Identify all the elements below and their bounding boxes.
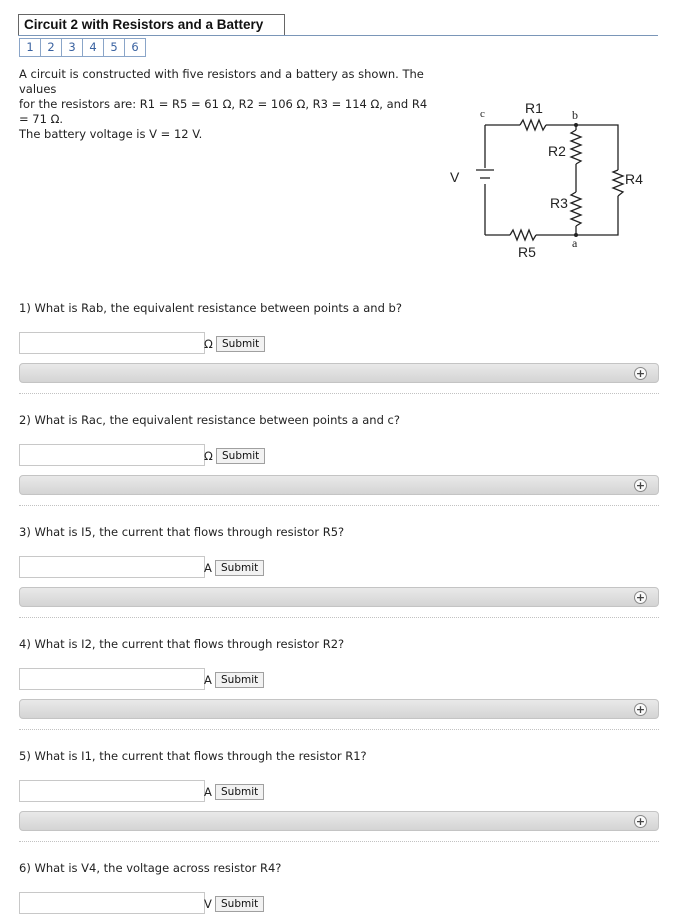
wire-bottom-right <box>536 196 618 235</box>
plus-circle-icon[interactable]: + <box>635 479 646 492</box>
page-tab-1[interactable]: 1 <box>19 38 41 57</box>
resistor-r5 <box>510 230 536 240</box>
page-title: Circuit 2 with Resistors and a Battery <box>18 14 285 36</box>
question-text: What is I1, the current that flows through the resistor R1? <box>34 749 367 763</box>
battery-label: V <box>450 169 460 185</box>
answer-input-4[interactable] <box>19 668 205 690</box>
hint-bar-4[interactable] <box>19 699 659 719</box>
intro-line-3: The battery voltage is V = 12 V. <box>19 127 203 141</box>
question-6 <box>19 861 281 875</box>
r3-label: R3 <box>550 195 568 211</box>
question-number: 5) <box>19 749 31 763</box>
answer-input-5[interactable] <box>19 780 205 802</box>
page-tabs <box>19 38 145 57</box>
r4-label: R4 <box>625 171 643 187</box>
circuit-diagram <box>440 92 655 267</box>
question-divider <box>19 841 659 842</box>
plus-circle-icon[interactable]: + <box>635 703 646 716</box>
question-text: What is I5, the current that flows through resistor R5? <box>34 525 345 539</box>
answer-input-1[interactable] <box>19 332 205 354</box>
node-b <box>574 123 578 127</box>
resistor-r3 <box>571 192 581 226</box>
problem-statement <box>19 67 439 142</box>
submit-button-1[interactable]: Submit <box>216 336 265 352</box>
submit-button-3[interactable]: Submit <box>215 560 264 576</box>
page-tab-5[interactable]: 5 <box>103 38 125 57</box>
plus-circle-icon[interactable]: + <box>635 591 646 604</box>
submit-button-4[interactable]: Submit <box>215 672 264 688</box>
node-c-label: c <box>480 108 485 120</box>
plus-circle-icon[interactable]: + <box>635 815 646 828</box>
question-divider <box>19 617 659 618</box>
question-text: What is Rac, the equivalent resistance between points a and c? <box>34 413 400 427</box>
question-divider <box>19 729 659 730</box>
question-text: What is I2, the current that flows through resistor R2? <box>34 637 345 651</box>
question-divider <box>19 393 659 394</box>
page-tab-3[interactable]: 3 <box>61 38 83 57</box>
answer-input-6[interactable] <box>19 892 205 914</box>
question-text: What is V4, the voltage across resistor R4? <box>34 861 282 875</box>
question-5 <box>19 749 367 763</box>
hint-bar-1[interactable] <box>19 363 659 383</box>
intro-line-1: A circuit is constructed with five resistors and a battery as shown. The values <box>19 67 424 96</box>
hint-bar-2[interactable] <box>19 475 659 495</box>
answer-input-2[interactable] <box>19 444 205 466</box>
r5-label: R5 <box>518 244 536 260</box>
resistor-r4 <box>613 170 623 196</box>
question-number: 1) <box>19 301 31 315</box>
submit-button-5[interactable]: Submit <box>215 784 264 800</box>
unit-label-2: Ω <box>204 449 213 463</box>
hint-bar-3[interactable] <box>19 587 659 607</box>
resistor-r2 <box>571 130 581 164</box>
r2-label: R2 <box>548 143 566 159</box>
unit-label-1: Ω <box>204 337 213 351</box>
page-tab-2[interactable]: 2 <box>40 38 62 57</box>
question-number: 2) <box>19 413 31 427</box>
question-number: 4) <box>19 637 31 651</box>
question-2 <box>19 413 400 427</box>
question-divider <box>19 505 659 506</box>
question-1 <box>19 301 402 315</box>
question-text: What is Rab, the equivalent resistance between points a and b? <box>34 301 402 315</box>
node-a-label: a <box>572 236 578 250</box>
unit-label-4: A <box>204 673 212 687</box>
question-number: 3) <box>19 525 31 539</box>
unit-label-3: A <box>204 561 212 575</box>
page-tab-4[interactable]: 4 <box>82 38 104 57</box>
unit-label-5: A <box>204 785 212 799</box>
question-4 <box>19 637 344 651</box>
node-b-label: b <box>572 108 578 122</box>
title-divider <box>18 35 658 36</box>
page-tab-6[interactable]: 6 <box>124 38 146 57</box>
submit-button-6[interactable]: Submit <box>215 896 264 912</box>
plus-circle-icon[interactable]: + <box>635 367 646 380</box>
unit-label-6: V <box>204 897 212 911</box>
r1-label: R1 <box>525 100 543 116</box>
submit-button-2[interactable]: Submit <box>216 448 265 464</box>
resistor-r1 <box>520 120 546 130</box>
intro-line-2: for the resistors are: R1 = R5 = 61 Ω, R2 = 106 Ω, R3 = 114 Ω, and R4 = 71 Ω. <box>19 97 428 126</box>
question-number: 6) <box>19 861 31 875</box>
hint-bar-5[interactable] <box>19 811 659 831</box>
answer-input-3[interactable] <box>19 556 205 578</box>
question-3 <box>19 525 344 539</box>
